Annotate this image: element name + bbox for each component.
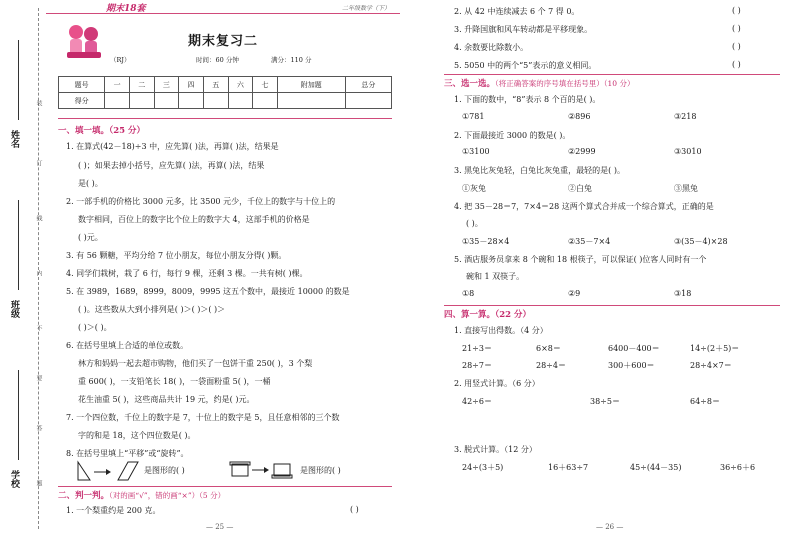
q2-line-b: 数字相同，百位上的数字比个位上的数字大 4，这部手机的价格是	[78, 215, 310, 224]
score-input-cell[interactable]	[179, 93, 204, 109]
mental-calc-item: 14÷(2＋5)＝	[690, 344, 740, 353]
q4-line: 4. 同学们栽树，栽了 6 行，每行 9 棵，还剩 3 棵。一共有树( )棵。	[66, 269, 308, 278]
section-3-hint: （将正确答案的序号填在括号里）（10 分）	[495, 79, 635, 88]
subject-label: 二年级数学（下）	[341, 5, 390, 12]
school-field[interactable]	[18, 370, 19, 460]
q7-line-a: 7. 一个四位数，千位上的数字是 7，十位上的数字是 5，且任意相邻的三个数	[66, 413, 340, 422]
q8-line: 8. 在括号里填上“平移”或“旋转”。	[66, 449, 189, 458]
step-calc-item: 45÷(44－35)	[630, 463, 682, 472]
choice-q3-option-1[interactable]: ①灰兔	[462, 184, 486, 193]
mental-calc-item: 6×8＝	[536, 344, 561, 353]
choice-q4-option-3[interactable]: ③(35－4)×28	[674, 237, 728, 246]
choice-q2-option-2[interactable]: ②2999	[568, 147, 596, 156]
choice-q5-line-a: 5. 酒店服务员拿来 8 个碗和 18 根筷子，可以保证( )位客人同时有一个	[454, 255, 707, 264]
q8-figure-2-text: 是图形的( )	[300, 466, 341, 475]
q3-line: 3. 有 56 颗糖，平均分给 7 位小朋友，每位小朋友分得( )颗。	[66, 251, 287, 260]
score-table	[58, 76, 392, 109]
section-divider	[58, 118, 392, 119]
calc-sub-1-title: 1. 直接写出得数。（4 分）	[454, 326, 548, 335]
q2-line-a: 2. 一部手机的价格比 3000 元多，比 3500 元少，千位上的数字与十位上的	[66, 197, 336, 206]
judge-q4-answer[interactable]: ( )	[732, 42, 741, 51]
page-number-left: — 25 —	[206, 523, 234, 531]
q6-line-a: 6. 在括号里填上合适的单位或数。	[66, 341, 189, 350]
choice-q4-line-a: 4. 把 35－28＝7，7×4＝28 这两个算式合并成一个综合算式，正确的是	[454, 202, 714, 211]
q2-line-c: ( )元。	[78, 233, 103, 242]
time-label: 时间：60 分钟	[196, 56, 239, 64]
choice-q1-option-2[interactable]: ②896	[568, 112, 591, 121]
choice-q4-line-b: ( )。	[466, 219, 483, 228]
step-calc-item: 36÷6＋6	[720, 463, 756, 472]
section-3-title-text: 三、选一选。	[444, 79, 496, 89]
section-divider	[444, 305, 780, 306]
stove-rotate-figure	[228, 458, 298, 482]
judge-q5: 5. 5050 中的两个“5”表示的意义相同。	[454, 61, 597, 70]
seal-word: 装	[35, 100, 42, 106]
mental-calc-item: 6400－400＝	[608, 344, 660, 353]
choice-q4-option-2[interactable]: ②35－7×4	[568, 237, 611, 246]
judge-q5-answer[interactable]: ( )	[732, 60, 741, 69]
seal-word: 内	[35, 270, 42, 276]
vertical-calc-item: 42÷6＝	[462, 397, 492, 406]
judge-q1: 1. 一个梨重约是 200 克。	[66, 506, 161, 515]
score-cell: 题号	[59, 77, 105, 93]
triangle-slide-figure	[76, 460, 140, 482]
section-3-title	[444, 77, 634, 89]
score-input-cell[interactable]	[154, 93, 179, 109]
seal-word: 线	[35, 215, 42, 221]
seal-word: 题	[35, 480, 42, 486]
score-table-header-row	[59, 77, 392, 93]
binding-margin	[0, 0, 46, 537]
judge-q2: 2. 从 42 中连续减去 6 个 7 得 0。	[454, 7, 580, 16]
q1-line-a: 1. 在算式(42－18)÷3 中，应先算( )法，再算( )法，结果是	[66, 142, 279, 151]
choice-q5-option-1[interactable]: ①8	[462, 289, 475, 298]
full-score-label: 满分：110 分	[271, 56, 312, 64]
judge-q3-answer[interactable]: ( )	[732, 24, 741, 33]
name-label: 姓名	[9, 130, 19, 148]
score-input-cell[interactable]	[203, 93, 228, 109]
left-page	[46, 0, 400, 537]
seal-word: 不	[35, 325, 42, 331]
score-cell: 总分	[345, 77, 391, 93]
choice-q5-line-b: 碗和 1 双筷子。	[466, 272, 525, 281]
page-number-right: — 26 —	[596, 523, 624, 531]
q6-line-d: 花生油重 5( )，这些商品共计 19 元，约是( )元。	[78, 395, 255, 404]
score-cell: 四	[179, 77, 204, 93]
calc-sub-2-title: 2. 用竖式计算。（6 分）	[454, 379, 540, 388]
score-cell: 三	[154, 77, 179, 93]
class-field[interactable]	[18, 200, 19, 290]
choice-q4-option-1[interactable]: ①35－28×4	[462, 237, 510, 246]
score-cell: 七	[253, 77, 278, 93]
score-row-label: 得分	[59, 93, 105, 109]
choice-q3: 3. 黑兔比灰兔轻，白兔比灰兔重，最轻的是( )。	[454, 166, 625, 175]
mental-calc-item: 28÷4＝	[536, 361, 566, 370]
seal-word: 答	[35, 425, 42, 431]
judge-q4: 4. 余数要比除数小。	[454, 43, 529, 52]
q6-line-c: 重 600( )，一支铅笔长 18( )，一袋面粉重 5( )，一桶	[78, 377, 271, 386]
choice-q1-option-1[interactable]: ①781	[462, 112, 485, 121]
score-input-cell[interactable]	[345, 93, 391, 109]
choice-q2-option-3[interactable]: ③3010	[674, 147, 702, 156]
section-divider	[58, 486, 392, 487]
q5-line-b: ( )。这些数从大到小排列是( )＞( )＞( )＞	[78, 305, 226, 314]
section-divider	[444, 74, 780, 75]
score-cell: 一	[105, 77, 130, 93]
q7-line-b: 字的和是 18，这个四位数是( )。	[78, 431, 196, 440]
score-input-cell[interactable]	[253, 93, 278, 109]
calc-sub-3-title: 3. 脱式计算。（12 分）	[454, 445, 537, 454]
section-2-hint: （对的画“√”，错的画“×”）（5 分）	[109, 491, 226, 500]
name-field[interactable]	[18, 40, 19, 120]
mental-calc-item: 300＋600＝	[608, 361, 655, 370]
edition-label: （RJ）	[110, 56, 131, 64]
q8-figure-1-text: 是图形的( )	[144, 466, 185, 475]
score-cell: 二	[129, 77, 154, 93]
q1-line-b: ( )；如果去掉小括号，应先算( )法，再算( )法，结果	[78, 161, 265, 170]
score-input-cell[interactable]	[129, 93, 154, 109]
score-cell: 六	[228, 77, 253, 93]
step-calc-item: 24÷(3＋5)	[462, 463, 504, 472]
seal-word: 订	[35, 160, 42, 166]
choice-q2-option-1[interactable]: ①3100	[462, 147, 490, 156]
choice-q2: 2. 下面最接近 3000 的数是( )。	[454, 131, 571, 140]
series-logo: 期末18套	[106, 4, 146, 14]
judge-q1-answer[interactable]: ( )	[350, 505, 359, 514]
score-input-cell[interactable]	[105, 93, 130, 109]
page-title: 期末复习二	[187, 34, 258, 49]
judge-q3: 3. 升降国旗和风车转动都是平移现象。	[454, 25, 593, 34]
score-table-score-row	[59, 93, 392, 109]
section-2-title	[58, 489, 225, 501]
mental-calc-item: 21÷3＝	[462, 344, 492, 353]
seal-word: 要	[35, 375, 42, 381]
q5-line-c: ( )＞( )。	[78, 323, 112, 332]
score-cell: 附加题	[277, 77, 345, 93]
q1-line-c: 是( )。	[78, 179, 103, 188]
mental-calc-item: 28÷7＝	[462, 361, 492, 370]
choice-q5-option-3[interactable]: ③18	[674, 289, 692, 298]
q5-line-a: 5. 在 3989，1689，8999，8009，9995 这五个数中，最接近 10000 的数是	[66, 287, 350, 296]
choice-q5-option-2[interactable]: ②9	[568, 289, 581, 298]
binding-line	[38, 8, 39, 529]
section-2-title-text: 二、判一判。	[58, 491, 110, 501]
right-page	[440, 0, 784, 537]
choice-q1: 1. 下面的数中，“8”表示 8 个百的是( )。	[454, 95, 601, 104]
choice-q3-option-3[interactable]: ③黑兔	[674, 184, 698, 193]
judge-q2-answer[interactable]: ( )	[732, 6, 741, 15]
vertical-calc-item: 38÷5＝	[590, 397, 620, 406]
choice-q3-option-2[interactable]: ②白兔	[568, 184, 592, 193]
score-cell: 五	[203, 77, 228, 93]
section-1-title: 一、填一填。（25 分）	[58, 126, 146, 136]
choice-q1-option-3[interactable]: ③218	[674, 112, 697, 121]
q6-line-b: 林方和妈妈一起去超市购物，他们买了一包饼干重 250( )，3 个梨	[78, 359, 313, 368]
score-input-cell[interactable]	[277, 93, 345, 109]
vertical-calc-item: 64÷8＝	[690, 397, 720, 406]
class-label: 班级	[9, 300, 19, 318]
step-calc-item: 16＋63÷7	[548, 463, 589, 472]
score-input-cell[interactable]	[228, 93, 253, 109]
mental-calc-item: 28÷4×7＝	[690, 361, 732, 370]
section-4-title: 四、算一算。（22 分）	[444, 310, 532, 320]
school-label: 学校	[9, 470, 19, 488]
